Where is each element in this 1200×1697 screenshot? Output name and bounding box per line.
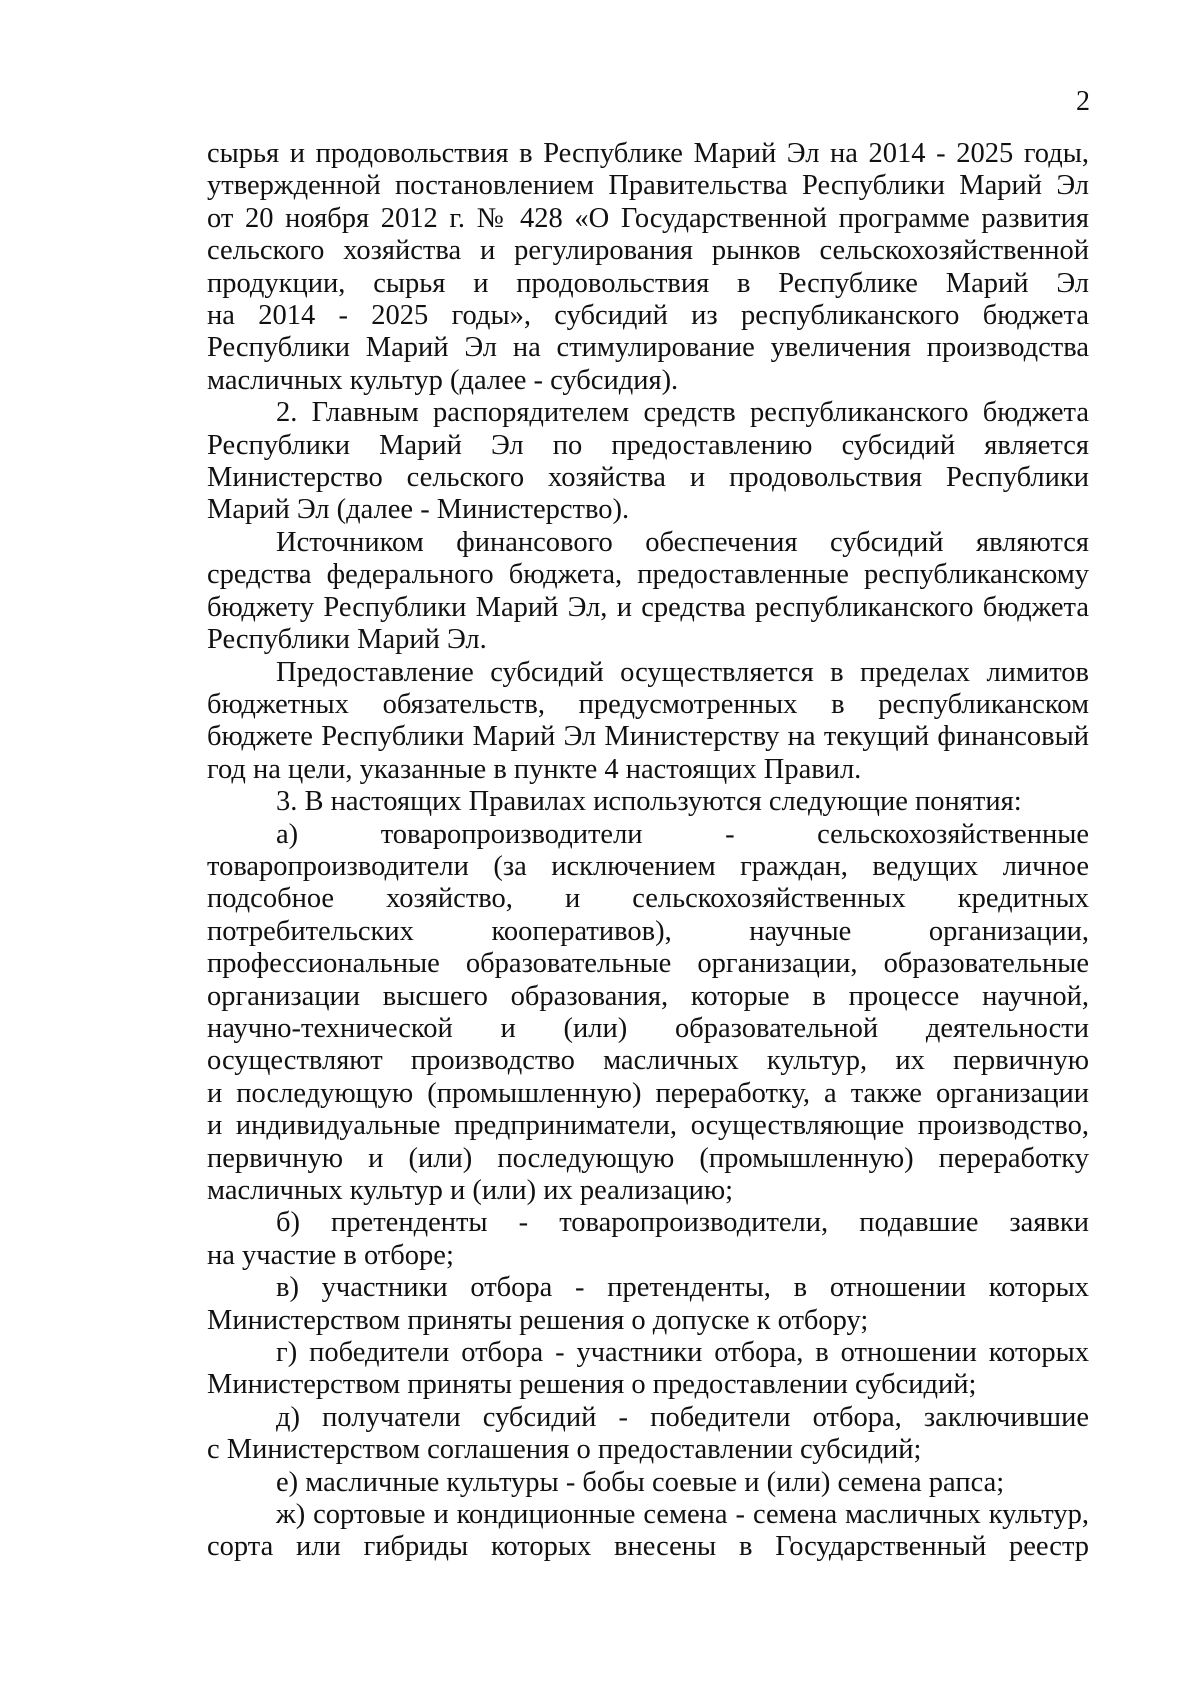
text-line: б) претенденты - товаропроизводители, подавшие заявки [276, 1207, 1089, 1239]
paragraph-subsidy-program [207, 138, 1089, 397]
text-line: е) масличные культуры - бобы соевые и (или) семена рапса; [276, 1466, 1005, 1498]
paragraph-definition-e [207, 1467, 1089, 1499]
text-line: и последующую (промышленную) переработку, а также организации [207, 1077, 1089, 1109]
text-line: Министерство сельского хозяйства и продовольствия Республики [207, 462, 1089, 494]
text-line: сырья и продовольствия в Республике Марий Эл на 2014 - 2025 годы, [207, 138, 1089, 169]
paragraph-definition-a [207, 819, 1089, 1208]
text-line: в) участники отбора - претенденты, в отношении которых [276, 1272, 1089, 1304]
text-line: 2. Главным распорядителем средств республиканского бюджета [276, 397, 1089, 429]
paragraph-definition-b [207, 1207, 1089, 1272]
text-line: первичную и (или) последующую (промышленную) переработку [207, 1142, 1089, 1174]
paragraph-item-2 [207, 397, 1089, 527]
text-line: организации высшего образования, которые в процессе научной, [207, 980, 1089, 1012]
text-line: средства федерального бюджета, предоставленные республиканскому [207, 559, 1089, 591]
text-line: сельского хозяйства и регулирования рынков сельскохозяйственной [207, 235, 1089, 267]
text-line: осуществляют производство масличных культур, их первичную [207, 1045, 1089, 1077]
text-line: бюджетных обязательств, предусмотренных в республиканском [207, 688, 1089, 720]
text-line: и индивидуальные предприниматели, осуществляющие производство, [207, 1110, 1089, 1142]
text-line: продукции, сырья и продовольствия в Республике Марий Эл [207, 267, 1089, 299]
document-body [207, 138, 1089, 1564]
paragraph-definition-zh [207, 1499, 1089, 1564]
paragraph-definition-v [207, 1272, 1089, 1337]
text-line: Марий Эл (далее - Министерство). [207, 494, 630, 526]
text-line: на 2014 - 2025 годы», субсидий из республиканского бюджета [207, 300, 1089, 332]
paragraph-definition-g [207, 1337, 1089, 1402]
text-line: Источником финансового обеспечения субсидий являются [276, 526, 1089, 558]
text-line: а) товаропроизводители - сельскохозяйственные [276, 818, 1089, 850]
text-line: научно-технической и (или) образовательной деятельности [207, 1012, 1089, 1044]
text-line: профессиональные образовательные организации, образовательные [207, 948, 1089, 980]
text-line: с Министерством соглашения о предоставлении субсидий; [207, 1434, 922, 1466]
text-line: Республики Марий Эл. [207, 624, 487, 656]
page-number: 2 [1076, 86, 1090, 117]
text-line: от 20 ноября 2012 г. № 428 «О Государственной программе развития [207, 202, 1089, 234]
text-line: Министерством приняты решения о допуске к отбору; [207, 1304, 869, 1336]
text-line: Республики Марий Эл на стимулирование увеличения производства [207, 332, 1089, 364]
text-line: д) получатели субсидий - победители отбора, заключившие [276, 1401, 1089, 1433]
text-line: бюджету Республики Марий Эл, и средства республиканского бюджета [207, 591, 1089, 623]
text-line: 3. В настоящих Правилах используются следующие понятия: [276, 786, 1022, 818]
text-line: товаропроизводители (за исключением граждан, ведущих личное [207, 850, 1089, 882]
text-line: Министерством приняты решения о предоставлении субсидий; [207, 1369, 977, 1401]
paragraph-funding-source [207, 527, 1089, 657]
text-line: масличных культур и (или) их реализацию; [207, 1175, 734, 1206]
text-line: бюджете Республики Марий Эл Министерству на текущий финансовый [207, 721, 1089, 753]
paragraph-definition-d [207, 1402, 1089, 1467]
text-line: Республики Марий Эл по предоставлению субсидий является [207, 429, 1089, 461]
text-line: г) победители отбора - участники отбора, в отношении которых [276, 1337, 1089, 1369]
text-line: потребительских кооперативов), научные организации, [207, 915, 1089, 947]
text-line: утвержденной постановлением Правительства Республики Марий Эл [207, 170, 1089, 202]
text-line: ж) сортовые и кондиционные семена - семена масличных культур, [276, 1499, 1089, 1531]
text-line: подсобное хозяйство, и сельскохозяйственных кредитных [207, 883, 1089, 915]
text-line: сорта или гибриды которых внесены в Государственный реестр [207, 1531, 1089, 1563]
text-line: на участие в отборе; [207, 1239, 454, 1271]
text-line: год на цели, указанные в пункте 4 настоящих Правил. [207, 753, 862, 785]
paragraph-item-3 [207, 786, 1089, 818]
paragraph-budget-limits [207, 657, 1089, 787]
text-line: масличных культур (далее - субсидия). [207, 364, 679, 396]
text-line: Предоставление субсидий осуществляется в пределах лимитов [276, 656, 1089, 688]
